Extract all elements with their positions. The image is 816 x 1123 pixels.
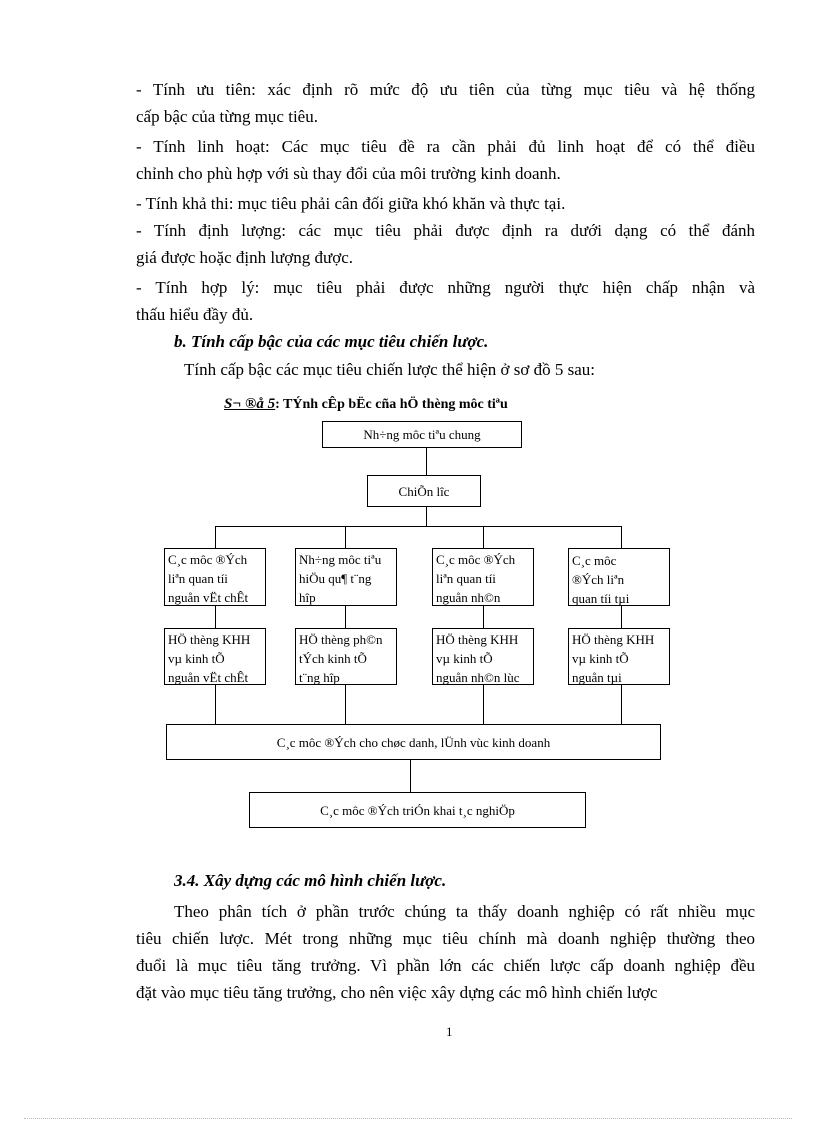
box-system-human-line: HÖ thèng KHH — [436, 632, 519, 647]
section-heading-3-4: 3.4. Xây dựng các mô hình chiến lược. — [174, 871, 447, 890]
paragraph-quantify-line1: - Tính định lượng: các mục tiêu phải được định ra dưới dạng có thể đánh — [136, 221, 755, 240]
box-system-human-line: nguån nh©n lùc — [436, 670, 520, 685]
diagram-caption-label: S¬ ®å 5 — [224, 396, 276, 412]
box-system-analysis-line: HÖ thèng ph©n — [299, 632, 383, 647]
diagram-caption-text: : TÝnh cÊp bËc cña hÖ thèng môc tiªu — [275, 397, 508, 412]
box-system-human-line: vµ kinh tÕ — [436, 651, 493, 666]
box-goal-financial-line: C¸c môc — [572, 553, 617, 568]
paragraph-priority-line2: cấp bậc của từng mục tiêu. — [136, 107, 318, 126]
box-system-financial-line: vµ kinh tÕ — [572, 651, 629, 666]
box-system-financial-line: nguån tµi — [572, 670, 622, 685]
box-goal-financial-line: quan tíi tµi — [572, 591, 630, 606]
connector-goal-2 — [345, 526, 346, 548]
paragraph-growth-line3: đuổi là mục tiêu tăng trưởng. Vì phần lớn các chiến lược cấp doanh nghiệp đều — [136, 956, 755, 975]
box-system-material-line: vµ kinh tÕ — [168, 651, 225, 666]
diagram-intro: Tính cấp bậc các mục tiêu chiến lược thể hiện ở sơ đồ 5 sau: — [184, 360, 595, 379]
box-goal-human-line: C¸c môc ®Ých — [436, 552, 516, 567]
box-goal-material-line: liªn quan tíi — [168, 571, 228, 586]
box-goal-human-line: nguån nh©n — [436, 590, 501, 605]
paragraph-reasonable-line1: - Tính hợp lý: mục tiêu phải được những người thực hiện chấp nhận và — [136, 278, 755, 297]
box-strategy — [367, 475, 481, 507]
paragraph-flexibility-line1: - Tính linh hoạt: Các mục tiêu đề ra cần phải đủ linh hoạt để có thể điều — [136, 137, 755, 156]
box-system-material-line: HÖ thèng KHH — [168, 632, 251, 647]
box-goal-financial-line: ®Ých liªn — [572, 572, 625, 587]
box-goal-efficiency-line: hîp — [299, 590, 316, 605]
box-goal-efficiency-line: hiÖu qu¶ t¨ng — [299, 571, 372, 586]
box-system-analysis-line: t¨ng hîp — [299, 670, 340, 685]
box-goal-human — [432, 548, 534, 606]
connector-system-2 — [345, 605, 346, 628]
connector-system-1 — [215, 605, 216, 628]
connector-goal-3 — [483, 526, 484, 548]
box-positions-label: C¸c môc ®Ých cho chøc danh, lÜnh vùc kinh doanh — [276, 734, 551, 750]
box-operations — [249, 792, 586, 828]
box-goal-efficiency — [295, 548, 397, 606]
box-general-goals-label: Nh÷ng môc tiªu chung — [363, 427, 481, 442]
paragraph-growth-line4: đặt vào mục tiêu tăng trưởng, cho nên việc xây dựng các mô hình chiến lược — [136, 983, 658, 1002]
paragraph-growth-line2: tiêu chiến lược. Mét trong những mục tiêu chính mà doanh nghiệp thường theo — [136, 929, 755, 948]
box-positions — [166, 724, 661, 760]
section-heading-b: b. Tính cấp bậc của các mục tiêu chiến lược. — [174, 332, 489, 351]
box-general-goals — [322, 421, 522, 448]
paragraph-quantify-line2: giá được hoặc định lượng được. — [136, 248, 354, 267]
connector-system-4 — [621, 605, 622, 628]
connector-positions-4 — [621, 684, 622, 724]
box-goal-material-line: nguån vËt chÊt — [168, 590, 249, 605]
paragraph-flexibility-line2: chỉnh cho phù hợp với sù thay đổi của môi trường kinh doanh. — [136, 164, 561, 183]
page-number: 1 — [446, 1024, 453, 1039]
connector-goal-4 — [621, 526, 622, 548]
paragraph-feasibility: - Tính khả thi: mục tiêu phải cân đối giữa khó khăn và thực tại. — [136, 194, 566, 213]
box-system-analysis-line: tÝch kinh tÕ — [299, 651, 367, 666]
box-system-human — [432, 628, 534, 685]
connector-top-bus — [215, 526, 622, 527]
connector-strategy-bus — [426, 506, 427, 526]
box-goal-material-line: C¸c môc ®Ých — [168, 552, 248, 567]
box-strategy-label: ChiÕn lîc — [398, 483, 450, 499]
diagram-caption — [224, 396, 508, 413]
connector-positions-3 — [483, 684, 484, 724]
connector-top-strategy — [426, 447, 427, 475]
box-system-financial-line: HÖ thèng KHH — [572, 632, 655, 647]
box-goal-human-line: liªn quan tíi — [436, 571, 496, 586]
box-goal-efficiency-line: Nh÷ng môc tiªu — [299, 552, 382, 567]
box-goal-material — [164, 548, 266, 606]
box-goal-financial — [568, 548, 670, 606]
page-divider — [24, 1118, 792, 1119]
box-system-analysis — [295, 628, 397, 685]
connector-positions-2 — [345, 684, 346, 724]
paragraph-reasonable-line2: thấu hiểu đầy đủ. — [136, 305, 254, 324]
paragraph-priority-line1: - Tính ưu tiên: xác định rõ mức độ ưu tiên của từng mục tiêu và hệ thống — [136, 80, 755, 99]
box-system-material — [164, 628, 266, 685]
connector-system-3 — [483, 605, 484, 628]
paragraph-growth-line1: Theo phân tích ở phần trước chúng ta thấy doanh nghiệp có rất nhiều mục — [174, 902, 755, 921]
box-system-material-line: nguån vËt chÊt — [168, 670, 249, 685]
connector-goal-1 — [215, 526, 216, 548]
connector-operations — [410, 759, 411, 792]
connector-positions-1 — [215, 684, 216, 724]
box-operations-label: C¸c môc ®Ých triÓn khai t¸c nghiÖp — [320, 802, 515, 818]
box-system-financial — [568, 628, 670, 685]
